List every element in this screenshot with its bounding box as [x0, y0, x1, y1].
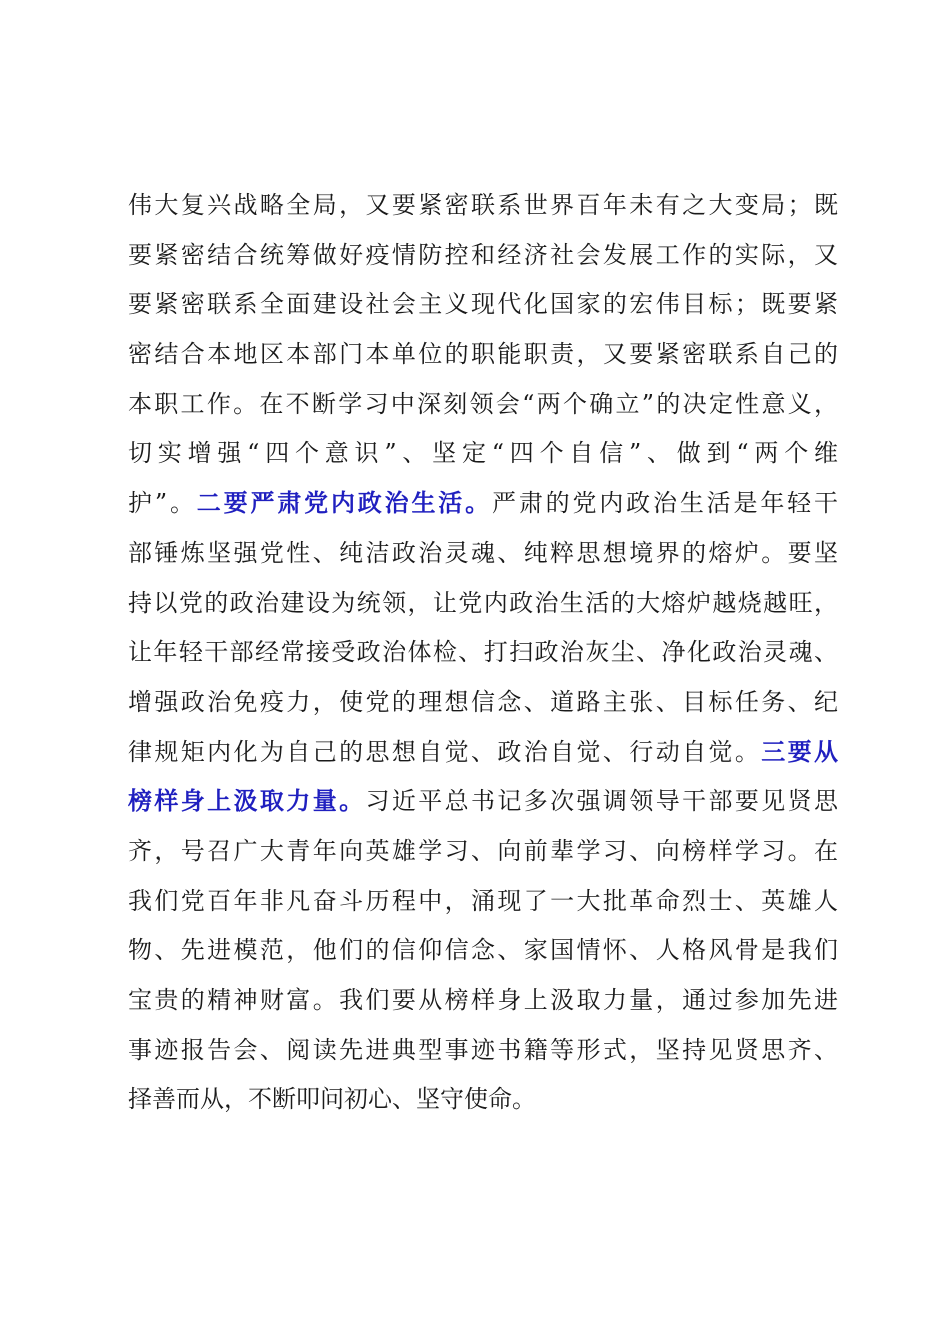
text-line: 本职工作。在不断学习中深刻领会“两个确立”的决定性意义，	[128, 389, 838, 418]
text-line: 持以党的政治建设为统领，让党内政治生活的大熔炉越烧越旺，	[128, 588, 838, 617]
emphasis-heading-3-part2: 榜样身上汲取力量。	[128, 787, 366, 816]
emphasis-heading-2: 二要严肃党内政治生活。	[196, 489, 492, 518]
text-line: 让年轻干部经常接受政治体检、打扫政治灰尘、净化政治灵魂、	[128, 638, 838, 667]
text-line: 密结合本地区本部门本单位的职能职责，又要紧密联系自己的	[128, 340, 838, 369]
text-segment: 律规矩内化为自己的思想自觉、政治自觉、行动自觉。	[128, 737, 762, 766]
text-line: 我们党百年非凡奋斗历程中，涌现了一大批革命烈士、英雄人	[128, 886, 838, 915]
text-line: 切实增强“四个意识”、坚定“四个自信”、做到“两个维	[128, 439, 838, 468]
emphasis-heading-3-part1: 三要从	[761, 737, 839, 766]
text-line	[128, 777, 838, 827]
text-line: 要紧密结合统筹做好疫情防控和经济社会发展工作的实际，又	[128, 240, 838, 269]
text-line: 物、先进模范，他们的信仰信念、家国情怀、人格风骨是我们	[128, 936, 838, 965]
text-line: 齐，号召广大青年向英雄学习、向前辈学习、向榜样学习。在	[128, 836, 838, 865]
text-segment: 严肃的党内政治生活是年轻干	[491, 489, 839, 518]
text-line: 宝贵的精神财富。我们要从榜样身上汲取力量，通过参加先进	[128, 986, 838, 1014]
text-line: 要紧密联系全面建设社会主义现代化国家的宏伟目标；既要紧	[128, 290, 838, 319]
text-line: 择善而从，不断叩问初心、坚守使命。	[128, 1085, 536, 1114]
text-segment: 护”。	[128, 489, 197, 518]
text-segment: 习近平总书记多次强调领导干部要见贤思	[365, 787, 839, 816]
text-line: 事迹报告会、阅读先进典型事迹书籍等形式，坚持见贤思齐、	[128, 1035, 838, 1064]
body-paragraph	[128, 181, 838, 1125]
text-line: 部锤炼坚强党性、纯洁政治灵魂、纯粹思想境界的熔炉。要坚	[128, 538, 838, 567]
text-line	[128, 728, 838, 778]
text-line: 伟大复兴战略全局，又要紧密联系世界百年未有之大变局；既	[128, 191, 838, 219]
text-line: 增强政治免疫力，使党的理想信念、道路主张、目标任务、纪	[128, 687, 838, 716]
text-line	[128, 479, 838, 529]
